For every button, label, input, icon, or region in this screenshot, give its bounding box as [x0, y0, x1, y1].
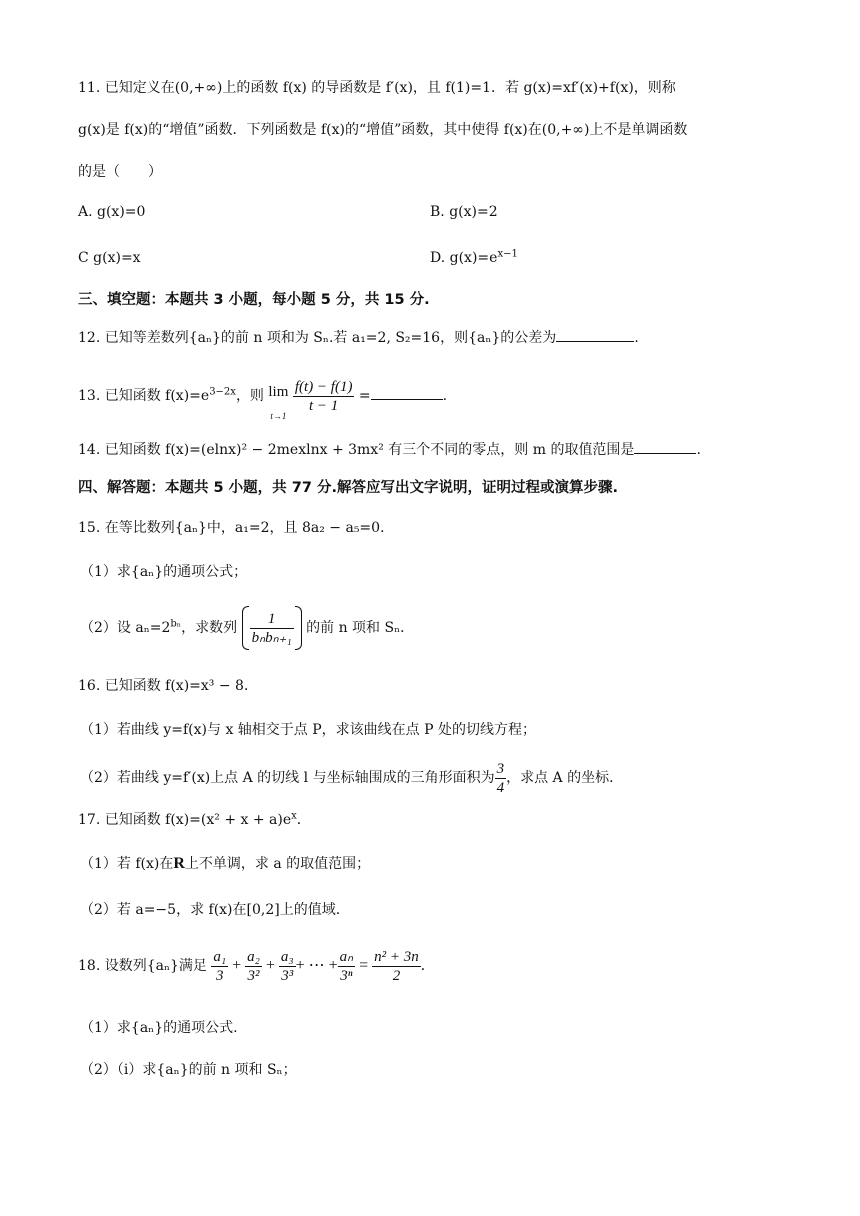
q18-term3: [279, 948, 296, 985]
q11-option-d-text: D. g(x)=e: [430, 250, 498, 266]
q17-part1: [80, 852, 370, 876]
q11-option-d-exponent: x−1: [497, 248, 518, 260]
q12-text: 12. 已知等差数列{aₙ}的前 n 项和为 Sₙ.若 a₁=2, S₂=16，则{aₙ}的公差为: [78, 330, 557, 346]
q15-stem: 15. 在等比数列{aₙ}中，a₁=2，且 8a₂ − a₅=0．: [78, 520, 395, 536]
q17-stem-exponent: x: [291, 810, 297, 822]
q13-exponent: 3−2x: [209, 386, 236, 398]
q11-line2: g(x)是 f(x)的“增值”函数．下列函数是 f(x)的“增值”函数，其中使得 f(x)在(0,+∞)上不是单调函数: [78, 122, 688, 138]
q14: [78, 438, 701, 462]
q18-termn: [338, 948, 355, 985]
q12-end: .: [634, 330, 639, 346]
q16-part2-text: （2）若曲线 y=f′(x)上点 A 的切线 l 与坐标轴围成的三角形面积为: [80, 770, 495, 786]
q18-part1: （1）求{aₙ}的通项公式.: [80, 1020, 238, 1036]
q15-part1: （1）求{aₙ}的通项公式；: [80, 564, 248, 580]
q13-eq: =: [358, 388, 371, 404]
q17-stem-end: ．: [296, 812, 311, 828]
q12: [78, 326, 639, 350]
q13-end: .: [442, 388, 448, 404]
q13: [78, 372, 447, 420]
q18-term3-den: 3³: [279, 966, 296, 985]
q15-fraction: [250, 610, 294, 647]
q11-option-c: C g(x)=x: [78, 250, 141, 266]
q11-line1: 11. 已知定义在(0,+∞)上的函数 f(x) 的导函数是 f′(x)，且 f(1)=1．若 g(x)=xf′(x)+f(x)，则称: [78, 80, 676, 96]
q18-plus1: +: [228, 957, 246, 974]
q17-real-set: R: [173, 855, 185, 872]
q18-stem: [78, 944, 435, 988]
q11-option-d: [430, 246, 518, 270]
q18-part2: （2）（i）求{aₙ}的前 n 项和 Sₙ；: [80, 1062, 297, 1078]
q14-text: 14. 已知函数 f(x)=(elnx)² − 2mexlnx + 3mx² 有三个不同的零点，则 m 的取值范围是: [78, 442, 635, 458]
q18-plus2: +: [261, 957, 279, 974]
q16-fraction: [495, 760, 507, 797]
q15-sequence-braces: [242, 606, 302, 650]
q13-text: 13. 已知函数 f(x)=e: [78, 388, 210, 404]
q15-part2-text: （2）设 aₙ=2: [80, 620, 171, 636]
section-fill-in-heading: 三、填空题：本题共 3 小题，每小题 5 分，共 15 分.: [78, 292, 430, 308]
q18-term2-num: a₂: [247, 948, 260, 965]
q18-stem-text: 18. 设数列{aₙ}满足: [78, 958, 207, 974]
q15-part2: [80, 606, 414, 650]
q16-frac-den: 4: [496, 779, 505, 796]
q15-part2-mid: ，求数列: [181, 620, 238, 636]
q15-frac-num: 1: [267, 610, 276, 627]
q18-termn-den: 3ⁿ: [338, 966, 355, 985]
q18-rhs: [372, 948, 421, 985]
q15-frac-den: bₙbₙ₊₁: [251, 629, 292, 646]
q18-term1: [211, 948, 228, 985]
q14-answer-blank: [634, 439, 696, 454]
q17-part1-end: 上不单调，求 a 的取值范围；: [184, 856, 371, 872]
q18-rhs-num: n² + 3n: [374, 948, 419, 965]
q13-lim-sub: t→1: [270, 411, 287, 421]
q17-part1-text: （1）若 f(x)在: [80, 856, 174, 872]
q11-line3: 的是（ ）: [78, 164, 162, 180]
q16-part2-end: ，求点 A 的坐标．: [506, 770, 624, 786]
q13-answer-blank: [371, 385, 443, 400]
q18-stem-end: ．: [420, 958, 435, 974]
q15-part2-exponent: bₙ: [170, 618, 182, 630]
q18-rhs-den: 2: [372, 966, 421, 985]
q18-eq: =: [355, 957, 373, 974]
q18-term2-den: 3²: [245, 966, 262, 985]
q18-termn-num: aₙ: [339, 948, 354, 965]
q16-part2: [80, 758, 623, 798]
q16-stem: 16. 已知函数 f(x)=x³ − 8．: [78, 678, 258, 694]
q18-term3-num: a₃: [280, 948, 294, 965]
q18-term2: [245, 948, 262, 985]
q12-answer-blank: [556, 327, 634, 342]
q13-fraction: [293, 378, 355, 415]
q17-stem: [78, 808, 311, 832]
q14-end: .: [696, 442, 701, 458]
q13-lim-word: lim: [268, 384, 289, 400]
section-solutions-heading: 四、解答题：本题共 5 小题，共 77 分.解答应写出文字说明，证明过程或演算步骤.: [78, 480, 618, 496]
q18-dots: + ⋯ +: [295, 957, 338, 974]
q18-term1-den: 3: [211, 966, 228, 985]
q15-part2-end: 的前 n 项和 Sₙ．: [306, 620, 415, 636]
q13-frac-den: t − 1: [293, 396, 355, 415]
q16-part1: （1）若曲线 y=f(x)与 x 轴相交于点 P，求该曲线在点 P 处的切线方程；: [80, 722, 536, 738]
q16-frac-num: 3: [496, 760, 505, 777]
q11-option-a: A. g(x)=0: [78, 204, 146, 220]
q17-stem-text: 17. 已知函数 f(x)=(x² + x + a)e: [78, 812, 292, 828]
q18-term1-num: a₁: [213, 948, 227, 965]
q13-frac-num: f(t) − f(1): [294, 378, 353, 395]
q13-mid: ，则: [235, 388, 264, 404]
q17-part2: （2）若 a=−5，求 f(x)在[0,2]上的值域．: [80, 902, 350, 918]
q13-limit: [268, 372, 288, 420]
q11-option-b: B. g(x)=2: [430, 204, 498, 220]
